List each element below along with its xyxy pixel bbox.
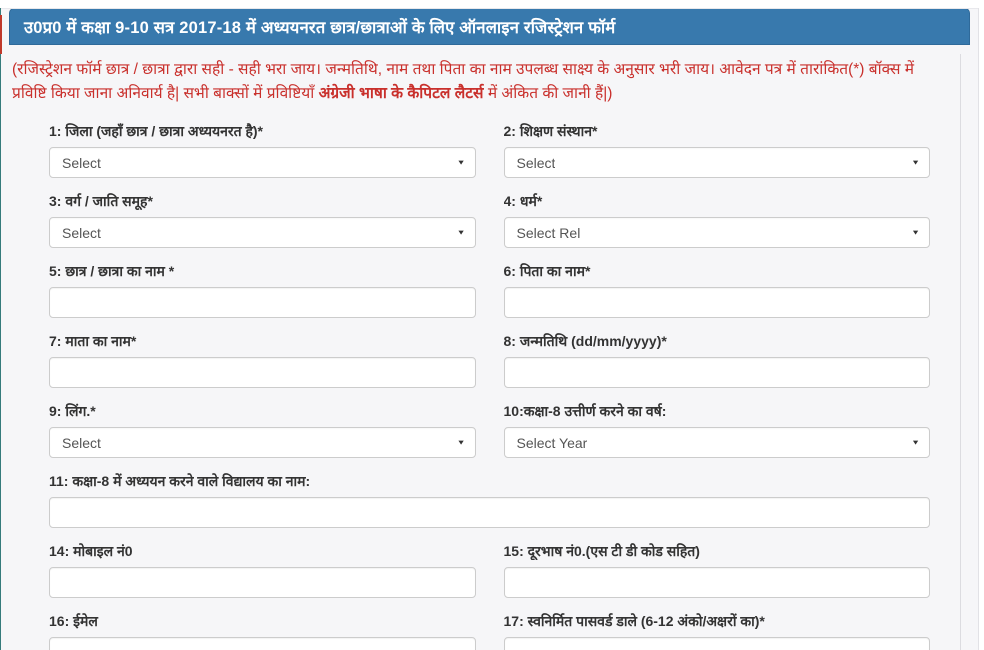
- district-select-value: Select: [62, 154, 101, 171]
- religion-label: 4: धर्म*: [503, 193, 543, 209]
- left-red-accent: [0, 15, 2, 54]
- form-row-2: [49, 192, 930, 248]
- password-label: 17: स्वनिर्मित पासवर्ड डाले (6-12 अंको/अक्षरों का)*: [503, 613, 765, 629]
- instructions-text: [12, 58, 952, 105]
- field-email: [49, 612, 476, 650]
- mother-name-input[interactable]: [49, 357, 476, 388]
- page-top-border: [1, 8, 978, 9]
- institution-select-value: Select: [516, 154, 556, 171]
- field-religion: [504, 192, 931, 248]
- registration-form: [1, 122, 978, 650]
- dob-input[interactable]: [504, 357, 931, 388]
- field-class8-school-name: [49, 472, 930, 528]
- religion-select[interactable]: [504, 217, 931, 248]
- caste-group-label: 3: वर्ग / जाति समूह*: [49, 193, 153, 209]
- field-mother-name: [49, 332, 476, 388]
- dob-label: 8: जन्मतिथि (dd/mm/yyyy)*: [503, 333, 667, 349]
- gender-label: 9: लिंग.*: [49, 403, 96, 419]
- caste-group-select[interactable]: [49, 217, 476, 248]
- form-row-6: [49, 472, 930, 528]
- religion-select-value: Select Rel: [516, 224, 581, 241]
- gender-select[interactable]: [49, 427, 476, 458]
- district-select[interactable]: [49, 147, 476, 178]
- registration-page: [0, 8, 979, 650]
- student-name-input[interactable]: [49, 287, 476, 318]
- password-input[interactable]: [504, 637, 931, 650]
- chevron-down-icon: ▼: [456, 228, 466, 236]
- telephone-number-label: 15: दूरभाष नं0.(एस टी डी कोड सहित): [503, 543, 700, 559]
- field-dob: [504, 332, 931, 388]
- email-input[interactable]: [49, 637, 476, 650]
- form-row-7: [49, 542, 930, 598]
- district-label: 1: जिला (जहाँ छात्र / छात्रा अध्ययनरत है)*: [49, 123, 263, 139]
- class8-pass-year-select[interactable]: [504, 427, 931, 458]
- field-mobile-number: [49, 542, 476, 598]
- class8-school-name-label: 11: कक्षा-8 में अध्ययन करने वाले विद्यालय का नाम:: [49, 473, 311, 489]
- instructions-part1: (रजिस्ट्रेशन फॉर्म छात्र / छात्रा द्वारा सही - सही भरा जाय। जन्मतिथि, नाम तथा पिता का नाम उपलब्ध साक्ष्य के अनुसार भरी जाय। आवेदन पत्र में तारांकित(*) बॉक्स में प्रविष्टि किया जाना अनिवार्य है| सभी बाक्सों में प्रविष्टियाँ: [12, 61, 915, 102]
- mobile-number-input[interactable]: [49, 567, 476, 598]
- form-row-3: [49, 262, 930, 318]
- field-password: [504, 612, 931, 650]
- gender-select-value: Select: [62, 434, 101, 451]
- instructions-bold: अंग्रेजी भाषा के कैपिटल लैटर्स: [318, 84, 484, 102]
- field-class8-pass-year: [504, 402, 931, 458]
- form-row-8: [49, 612, 930, 650]
- field-gender: [49, 402, 476, 458]
- institution-label: 2: शिक्षण संस्थान*: [503, 123, 598, 139]
- caste-group-select-value: Select: [62, 224, 101, 241]
- panel-right-border: [960, 54, 961, 650]
- father-name-input[interactable]: [504, 287, 931, 318]
- field-district: [49, 122, 476, 178]
- class8-pass-year-select-value: Select Year: [516, 434, 588, 451]
- form-row-5: [49, 402, 930, 458]
- field-telephone-number: [504, 542, 931, 598]
- email-label: 16: ईमेल: [49, 613, 98, 629]
- instructions-part2: में अंकित की जानी हैं|): [483, 84, 613, 102]
- telephone-number-input[interactable]: [504, 567, 931, 598]
- field-institution: [504, 122, 931, 178]
- chevron-down-icon: ▼: [911, 438, 920, 446]
- institution-select[interactable]: [504, 147, 931, 178]
- form-row-1: [49, 122, 930, 178]
- father-name-label: 6: पिता का नाम*: [503, 263, 591, 279]
- field-caste-group: [49, 192, 476, 248]
- chevron-down-icon: ▼: [911, 158, 920, 166]
- student-name-label: 5: छात्र / छात्रा का नाम *: [49, 263, 175, 279]
- page-title: उ0प्र0 में कक्षा 9-10 सत्र 2017-18 में अध्ययनरत छात्र/छात्राओं के लिए ऑनलाइन रजिस्ट्रेशन फॉर्म: [24, 19, 616, 37]
- field-father-name: [504, 262, 931, 318]
- form-row-4: [49, 332, 930, 388]
- mobile-number-label: 14: मोबाइल नं0: [49, 543, 133, 559]
- form-header: [9, 8, 970, 45]
- chevron-down-icon: ▼: [456, 158, 466, 166]
- field-student-name: [49, 262, 476, 318]
- mother-name-label: 7: माता का नाम*: [49, 333, 137, 349]
- class8-pass-year-label: 10:कक्षा-8 उत्तीर्ण करने का वर्ष:: [503, 403, 667, 419]
- chevron-down-icon: ▼: [911, 228, 920, 236]
- class8-school-name-input[interactable]: [49, 497, 930, 528]
- chevron-down-icon: ▼: [456, 438, 466, 446]
